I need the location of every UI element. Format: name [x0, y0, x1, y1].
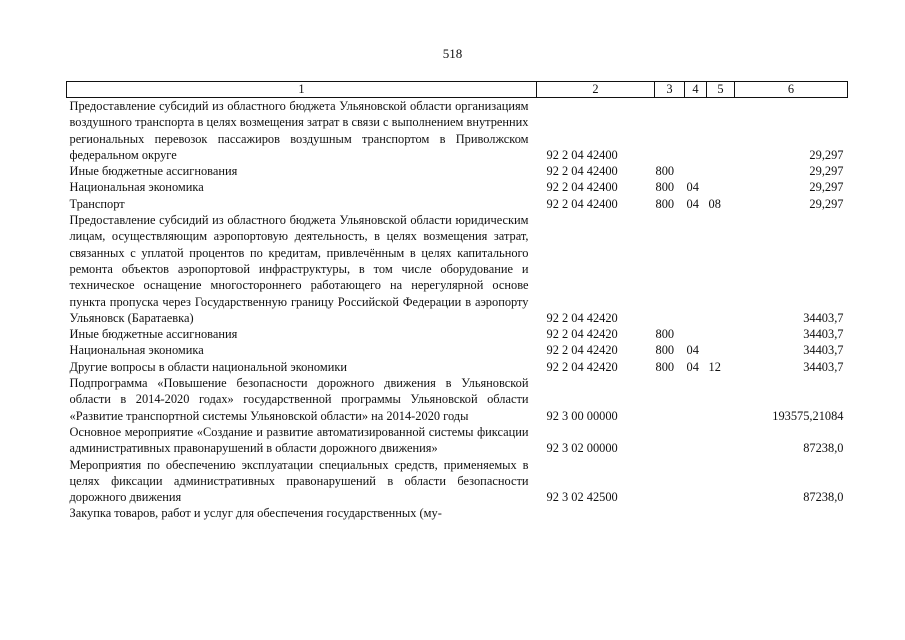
table-header-row [67, 82, 848, 98]
row-name: Предоставление субсидий из областного бюджета Ульяновской области юридическим лицам, осуществляющим аэропортовую деятельность, в целях возмещения затрат, связанных с уплатой процентов по кредитам, привлечённым в целях капитального ремонта объектов аэропортовой инфраструктуры, в том числе оборудование и техническое оснащение многостороннего работающего на нерегулярной основе пункта пропуска через Государственную границу Российской Федерации в аэропорту Ульяновск (Баратаевка) [69, 213, 529, 325]
row-name: Иные бюджетные ассигнования [69, 327, 238, 342]
column-header-6: 6 [735, 82, 848, 98]
row-code: 92 3 02 42500 [546, 490, 618, 505]
row-rz [685, 163, 707, 179]
column-header-2: 2 [537, 82, 655, 98]
row-pr [707, 424, 735, 457]
row-vr: 800 [655, 359, 675, 374]
row-pr [707, 179, 735, 195]
row-sum: 193575,21084 [772, 408, 844, 423]
table-row [67, 424, 848, 457]
row-code: 92 2 04 42420 [546, 343, 618, 358]
row-rz: 04 [686, 359, 699, 374]
row-name: Подпрограмма «Повышение безопасности дорожного движения в Ульяновской области в 2014-2020 годах» государственной программы Ульяновской области «Развитие транспортной системы Ульяновской области» на 2014-2020 годы [69, 376, 529, 423]
row-sum: 34403,7 [803, 327, 844, 342]
row-rz [685, 212, 707, 326]
row-sum: 29,297 [809, 180, 844, 195]
table-row [67, 505, 848, 521]
table-body [67, 98, 848, 522]
row-code: 92 2 04 42420 [546, 310, 618, 325]
column-header-5: 5 [707, 82, 735, 98]
row-name: Предоставление субсидий из областного бюджета Ульяновской области организациям воздушного транспорта в целях возмещения затрат в связи с выполнением внутренних региональных перевозок пассажиров воздушным транспортом в Приволжском федеральном округе [69, 99, 529, 162]
row-vr: 800 [655, 180, 675, 195]
column-header-1: 1 [67, 82, 537, 98]
table-row [67, 179, 848, 195]
row-name: Основное мероприятие «Создание и развитие автоматизированной системы фиксации административных правонарушений в области дорожного движения» [69, 424, 529, 456]
row-rz [685, 98, 707, 164]
table-row [67, 359, 848, 375]
row-pr [707, 326, 735, 342]
row-code: 92 3 00 00000 [546, 408, 618, 423]
table-row [67, 196, 848, 212]
table-row [67, 98, 848, 164]
row-vr: 800 [655, 327, 675, 342]
row-vr [655, 505, 685, 521]
row-code: 92 2 04 42400 [546, 196, 618, 211]
row-name: Мероприятия по обеспечению эксплуатации специальных средств, применяемых в целях фиксации административных правонарушений в области безопасности дорожного движения [69, 457, 529, 505]
row-code: 92 2 04 42420 [546, 359, 618, 374]
row-vr [655, 212, 685, 326]
table-row [67, 342, 848, 358]
row-pr [707, 505, 735, 521]
row-sum [735, 505, 848, 521]
row-pr [707, 163, 735, 179]
table-row [67, 326, 848, 342]
row-vr: 800 [655, 164, 675, 179]
row-code: 92 2 04 42420 [546, 327, 618, 342]
row-vr [655, 98, 685, 164]
column-header-3: 3 [655, 82, 685, 98]
row-code: 92 2 04 42400 [546, 164, 618, 179]
row-vr: 800 [655, 196, 675, 211]
row-name: Национальная экономика [69, 180, 204, 195]
row-name: Транспорт [69, 196, 125, 211]
row-pr [707, 457, 735, 506]
row-rz [685, 457, 707, 506]
budget-table [66, 81, 848, 522]
row-sum: 34403,7 [803, 359, 844, 374]
row-rz [685, 375, 707, 424]
row-rz [685, 424, 707, 457]
row-vr: 800 [655, 343, 675, 358]
row-rz: 04 [686, 343, 699, 358]
table-row [67, 212, 848, 326]
row-vr [655, 375, 685, 424]
table-row [67, 457, 848, 506]
row-code: 92 3 02 00000 [546, 441, 618, 456]
table-row [67, 375, 848, 424]
row-vr [655, 457, 685, 506]
row-sum: 87238,0 [803, 441, 844, 456]
row-sum: 29,297 [809, 164, 844, 179]
row-pr [707, 212, 735, 326]
row-name: Национальная экономика [69, 343, 204, 358]
row-pr [707, 342, 735, 358]
row-pr [707, 98, 735, 164]
row-rz: 04 [686, 180, 699, 195]
row-rz [685, 326, 707, 342]
row-sum: 34403,7 [803, 310, 844, 325]
row-name: Другие вопросы в области национальной экономики [69, 359, 347, 374]
row-name: Иные бюджетные ассигнования [69, 164, 238, 179]
row-vr [655, 424, 685, 457]
row-rz [685, 505, 707, 521]
row-sum: 34403,7 [803, 343, 844, 358]
row-pr [707, 375, 735, 424]
row-code [537, 505, 655, 521]
row-rz: 04 [686, 196, 699, 211]
row-pr: 12 [708, 359, 721, 374]
row-name: Закупка товаров, работ и услуг для обеспечения государственных (му- [69, 506, 442, 521]
table-row [67, 163, 848, 179]
row-pr: 08 [708, 196, 721, 211]
row-sum: 29,297 [809, 196, 844, 211]
column-header-4: 4 [685, 82, 707, 98]
row-code: 92 2 04 42400 [546, 180, 618, 195]
row-sum: 87238,0 [803, 490, 844, 505]
page-number: 518 [442, 46, 463, 61]
row-sum: 29,297 [809, 147, 844, 162]
row-code: 92 2 04 42400 [546, 147, 618, 162]
